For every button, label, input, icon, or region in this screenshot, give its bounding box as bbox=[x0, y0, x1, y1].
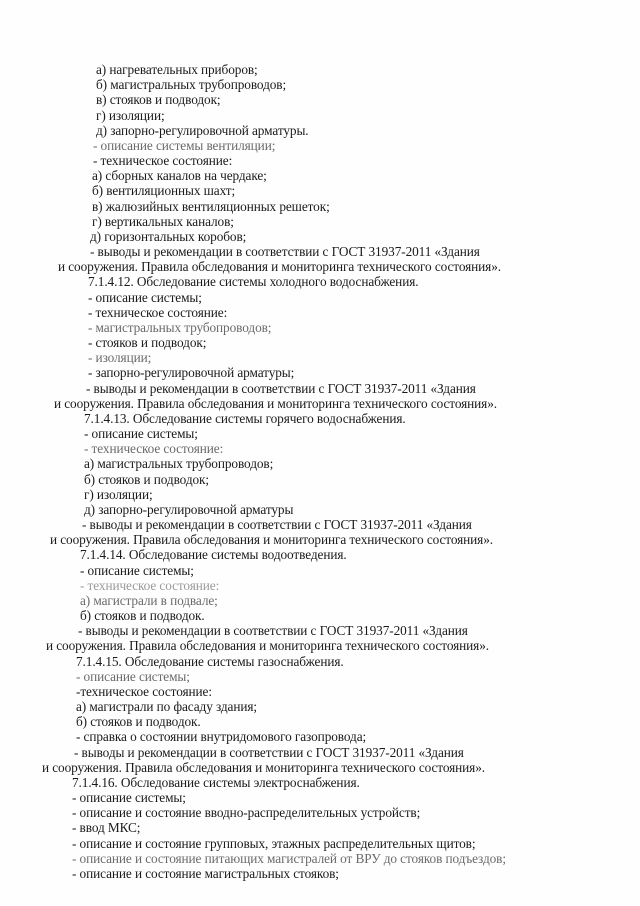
list-item: - техническое состояние: bbox=[84, 441, 224, 456]
paragraph-line: - выводы и рекомендации в соответствии с ГОСТ 31937-2011 «Здания bbox=[90, 244, 480, 259]
list-item: д) запорно-регулировочной арматуры bbox=[84, 502, 294, 517]
list-item: - описание и состояние магистральных стояков; bbox=[72, 866, 339, 881]
list-item: в) стояков и подводок; bbox=[96, 92, 221, 107]
list-item: - описание системы вентиляции; bbox=[93, 138, 276, 153]
list-item: - описание и состояние групповых, этажных распределительных щитов; bbox=[72, 836, 476, 851]
list-item: - изоляции; bbox=[88, 350, 152, 365]
paragraph-line: и сооружения. Правила обследования и мониторинга технического состояния». bbox=[42, 760, 485, 775]
list-item: а) магистрали в подвале; bbox=[80, 593, 218, 608]
section-heading: 7.1.4.13. Обследование системы горячего водоснабжения. bbox=[84, 411, 406, 426]
list-item: - описание системы; bbox=[76, 669, 190, 684]
list-item: - описание системы; bbox=[72, 790, 186, 805]
paragraph-line: - выводы и рекомендации в соответствии с ГОСТ 31937-2011 «Здания bbox=[78, 623, 468, 638]
list-item: а) нагревательных приборов; bbox=[96, 62, 258, 77]
paragraph-line: и сооружения. Правила обследования и мониторинга технического состояния». bbox=[50, 532, 493, 547]
section-heading: 7.1.4.16. Обследование системы электроснабжения. bbox=[72, 775, 360, 790]
list-item: - запорно-регулировочной арматуры; bbox=[88, 365, 295, 380]
list-item: в) жалюзийных вентиляционных решеток; bbox=[92, 199, 330, 214]
section-heading: 7.1.4.12. Обследование системы холодного водоснабжения. bbox=[88, 274, 419, 289]
paragraph-line: - выводы и рекомендации в соответствии с ГОСТ 31937-2011 «Здания bbox=[82, 517, 472, 532]
list-item: - техническое состояние: bbox=[88, 305, 228, 320]
list-item: - техническое состояние: bbox=[93, 153, 233, 168]
list-item: а) сборных каналов на чердаке; bbox=[92, 168, 267, 183]
list-item: - техническое состояние: bbox=[80, 578, 220, 593]
list-item: - описание системы; bbox=[88, 290, 202, 305]
list-item: г) изоляции; bbox=[84, 487, 153, 502]
list-item: - магистральных трубопроводов; bbox=[88, 320, 272, 335]
list-item: - описание и состояние вводно-распределительных устройств; bbox=[72, 805, 421, 820]
list-item: б) стояков и подводок. bbox=[80, 608, 205, 623]
section-heading: 7.1.4.15. Обследование системы газоснабжения. bbox=[76, 654, 344, 669]
list-item: б) вентиляционных шахт; bbox=[92, 183, 236, 198]
list-item: д) запорно-регулировочной арматуры. bbox=[96, 123, 309, 138]
list-item: д) горизонтальных коробов; bbox=[90, 229, 247, 244]
list-item: а) магистрали по фасаду здания; bbox=[76, 699, 257, 714]
section-heading: 7.1.4.14. Обследование системы водоотведения. bbox=[80, 547, 347, 562]
paragraph-line: и сооружения. Правила обследования и мониторинга технического состояния». bbox=[58, 259, 501, 274]
list-item: - описание и состояние питающих магистралей от ВРУ до стояков подъездов; bbox=[72, 851, 506, 866]
list-item: г) вертикальных каналов; bbox=[92, 214, 234, 229]
list-item: б) стояков и подводок. bbox=[76, 714, 201, 729]
list-item: - описание системы; bbox=[84, 426, 198, 441]
list-item: б) стояков и подводок; bbox=[84, 472, 210, 487]
list-item: - описание системы; bbox=[80, 563, 194, 578]
list-item: а) магистральных трубопроводов; bbox=[84, 456, 274, 471]
list-item: - стояков и подводок; bbox=[88, 335, 207, 350]
list-item: г) изоляции; bbox=[96, 108, 165, 123]
paragraph-line: - выводы и рекомендации в соответствии с ГОСТ 31937-2011 «Здания bbox=[86, 381, 476, 396]
list-item: -техническое состояние: bbox=[76, 684, 212, 699]
paragraph-line: - выводы и рекомендации в соответствии с ГОСТ 31937-2011 «Здания bbox=[74, 745, 464, 760]
list-item: б) магистральных трубопроводов; bbox=[96, 77, 287, 92]
list-item: - ввод МКС; bbox=[72, 820, 141, 835]
paragraph-line: и сооружения. Правила обследования и мониторинга технического состояния». bbox=[54, 396, 497, 411]
paragraph-line: и сооружения. Правила обследования и мониторинга технического состояния». bbox=[46, 638, 489, 653]
list-item: - справка о состоянии внутридомового газопровода; bbox=[76, 729, 367, 744]
